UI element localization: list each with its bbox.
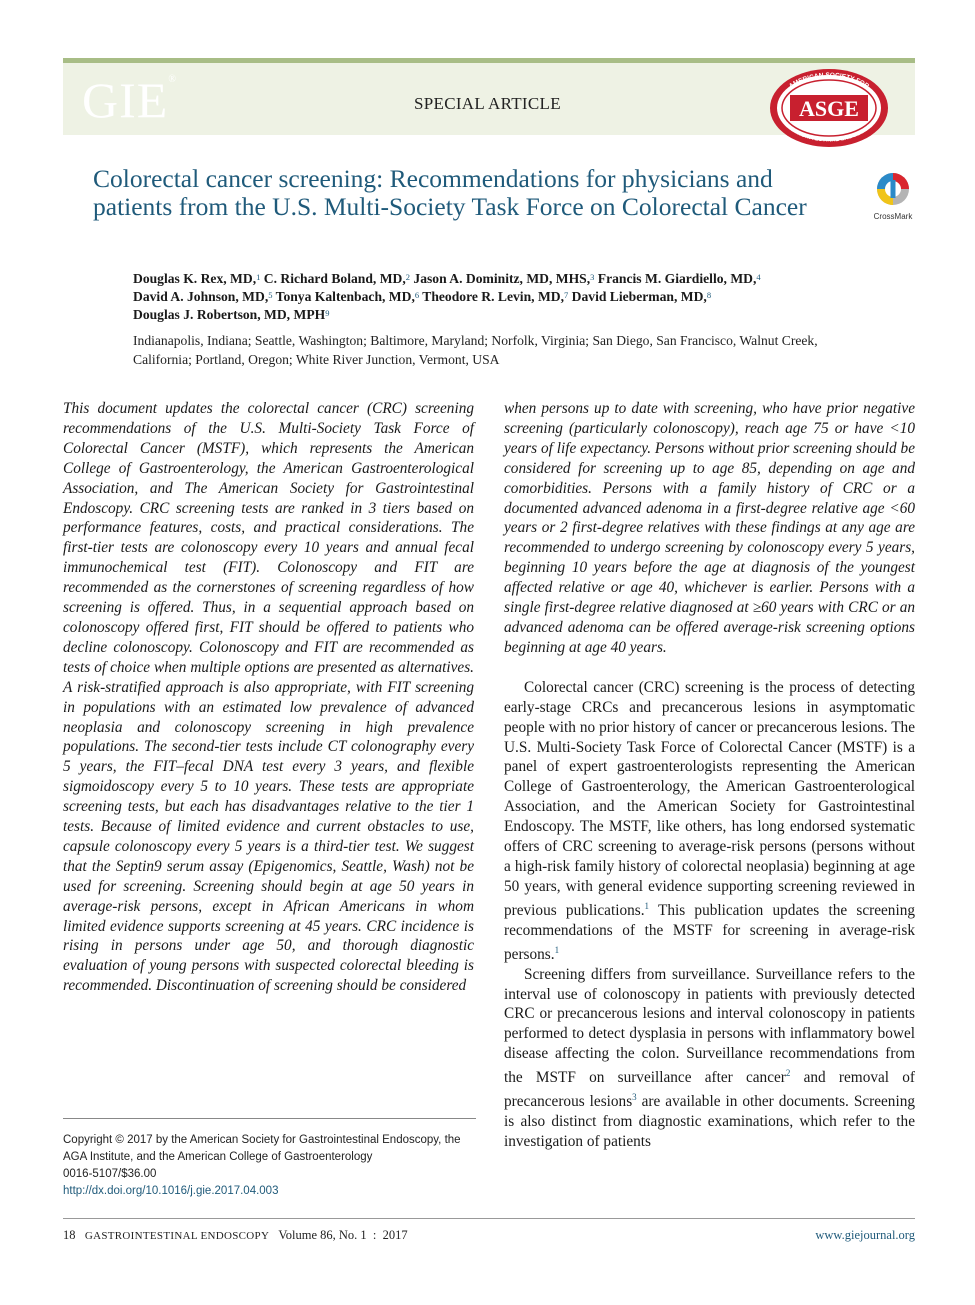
author-name: Jason A. Dominitz, MD, MHS, [413, 271, 591, 286]
body-paragraph-surveillance: Screening differs from surveillance. Surveillance refers to the interval use of colonoscopy in patients with previously detected CRC or precancerous lesions and interval colonoscopy in patients performed to detect dysplasia in persons with inflammatory bowel disease affecting the colon. Surveillance recommendations from the MSTF on surveillance after cancer$^2$ and removal of precancerous lesions$^3$ are available in other documents. Screening is also distinct from diagnostic examinations, which refer to the investigation of patients [504, 965, 916, 1151]
author-name: David A. Johnson, MD, [133, 289, 269, 304]
footer-volume: Volume 86, No. 1 : 2017 [278, 1228, 408, 1242]
abstract-continuation: when persons up to date with screening, who have prior negative screening (particularly colonoscopy), reach age 75 or have <10 years of life expectancy. Persons without prior screening should be considered for screening up to age 85, depending on age and comorbidities. Persons with a family history of CRC or a documented advanced adenoma in a first-degree relative age <60 years or 2 first-degree relatives with these findings at any age are recommended to undergo screening by colonoscopy every 5 years, beginning 10 years before the age at diagnosis of the youngest affected relative or age 40, whichever is earlier. Persons with a single first-degree relative diagnosed at ≥60 years with CRC or an advanced adenoma can be offered average-risk screening options beginning at age 40 years. [504, 400, 915, 656]
author-affiliation-marker[interactable]: 2 [405, 272, 411, 282]
right-column [504, 399, 915, 1152]
author-affiliation-marker[interactable]: 1 [256, 272, 261, 282]
author-name: Douglas J. Robertson, MD, MPH [133, 307, 326, 322]
citation-ref[interactable]: 3 [632, 1092, 637, 1103]
abstract-text: This document updates the colorectal cancer (CRC) screening recommendations of the U.S. Multi-Society Task Force of Colorectal Cancer (MSTF), which represents the American College of Gastroenterology, the American Gastroenterological Association, and The American Society for Gastrointestinal Endoscopy. CRC screening tests are ranked in 3 tiers based on performance features, costs, and practical considerations. The first-tier tests are colonoscopy every 10 years and annual fecal immunochemical test (FIT). Colonoscopy and FIT are recommended as the cornerstones of screening regardless of how screening is offered. Thus, in a sequential approach based on colonoscopy offered first, FIT should be offered to patients who decline colonoscopy. Colonoscopy and FIT are recommended as tests of choice when multiple options are presented as alternatives. A risk-stratified approach is also appropriate, with FIT screening in populations with an estimated low prevalence of advanced neoplasia and colonoscopy screening in high prevalence populations. The second-tier tests include CT colonography every 5 years, the FIT–fecal DNA test every 3 years, and flexible sigmoidoscopy every 5 to 10 years. These tests are appropriate screening tests, but each has disadvantages relative to the tier 1 tests. Because of limited evidence and current obstacles to use, capsule colonoscopy every 5 years is a third-tier test. We suggest that the Septin9 serum assay (Epigenomics, Seattle, Wash) not be used for screening. Screening should begin at age 50 years in average-risk persons, except in African Americans in whom limited evidence supports screening at 45 years. CRC incidence is rising in persons under age 50, and thorough diagnostic evaluation of young persons with suspected colorectal bleeding is recommended. Discontinuation of screening should be considered [63, 400, 474, 995]
seal-ring-top: AMERICAN SOCIETY FOR [787, 71, 871, 91]
crossmark-badge[interactable] [866, 172, 920, 220]
author-list [133, 270, 913, 324]
journal-logo: GIE® [82, 72, 177, 128]
citation-ref[interactable]: 1 [644, 900, 650, 911]
crossmark-icon [876, 172, 910, 206]
author-name: Francis M. Giardiello, MD, [597, 271, 757, 286]
copyright-block [63, 1132, 483, 1200]
author-affiliation-marker[interactable]: 9 [325, 308, 330, 318]
seal-abbrev: ASGE [799, 96, 859, 121]
author-name: David Lieberman, MD, [571, 289, 707, 304]
body-paragraph-intro: Colorectal cancer (CRC) screening is the process of detecting early-stage CRCs and precancerous lesions in asymptomatic people with no prior history of cancer or precancerous lesions. The U.S. Multi-Society Task Force of Colorectal Cancer (MSTF) is a panel of expert gastroenterologists representing the American College of Gastroenterology, the American Gastroenterological Association, and the American Society for Gastrointestinal Endoscopy. The MSTF, like others, has long endorsed systematic offers of CRC screening to average-risk persons (persons without a high-risk family history of colorectal neoplasia) beginning at age 50 years, with general evidence supporting screening reviewed in previous publications.$^1$ This publication updates the screening recommendations of the MSTF for screening in average-risk persons.$^1$ [504, 678, 916, 963]
citation-ref[interactable]: 2 [785, 1068, 791, 1079]
author-affiliation-marker[interactable]: 8 [706, 290, 712, 300]
article-type-label: SPECIAL ARTICLE [414, 94, 561, 113]
crossmark-label: CrossMark [873, 212, 913, 221]
abstract-left-column [63, 399, 474, 996]
author-name: Tonya Kaltenbach, MD, [275, 289, 415, 304]
footer-citation [63, 1228, 408, 1243]
doi-link[interactable]: http://dx.doi.org/10.1016/j.gie.2017.04.003 [63, 1185, 279, 1197]
seal-ring-bottom: GASTROINTESTINAL ENDOSCOPY [781, 120, 877, 144]
author-name: Theodore R. Levin, MD, [422, 289, 564, 304]
issn-price: 0016-5107/$36.00 [63, 1168, 157, 1180]
author-affiliation-marker[interactable]: 7 [564, 290, 569, 300]
footer-journal-name: GASTROINTESTINAL ENDOSCOPY [84, 1230, 270, 1242]
author-affiliation-marker[interactable]: 5 [268, 290, 273, 300]
page-number: 18 [63, 1228, 76, 1242]
author-affiliation-marker[interactable]: 3 [590, 272, 595, 282]
footer-rule [63, 1218, 915, 1219]
footnote-rule [63, 1118, 476, 1119]
copyright-statement: Copyright © 2017 by the American Society for Gastrointestinal Endoscopy, the AGA Institute, and the American College of Gastroenterology [63, 1134, 461, 1163]
affiliations: Indianapolis, Indiana; Seattle, Washington; Baltimore, Maryland; Norfolk, Virginia; San Diego, San Francisco, Walnut Creek, California; Portland, Oregon; White River Junction, Vermont, USA [133, 333, 818, 367]
article-title: Colorectal cancer screening: Recommendations for physicians and patients from the U.S. Multi-Society Task Force on Colorectal Cancer [93, 164, 807, 221]
author-name: C. Richard Boland, MD, [263, 271, 406, 286]
author-name: Douglas K. Rex, MD, [133, 271, 257, 286]
author-affiliation-marker[interactable]: 6 [414, 290, 420, 300]
journal-url-link[interactable]: www.giejournal.org [815, 1228, 915, 1242]
asge-seal-logo [768, 67, 890, 149]
citation-ref[interactable]: 1 [554, 944, 560, 955]
author-affiliation-marker[interactable]: 4 [756, 272, 761, 282]
